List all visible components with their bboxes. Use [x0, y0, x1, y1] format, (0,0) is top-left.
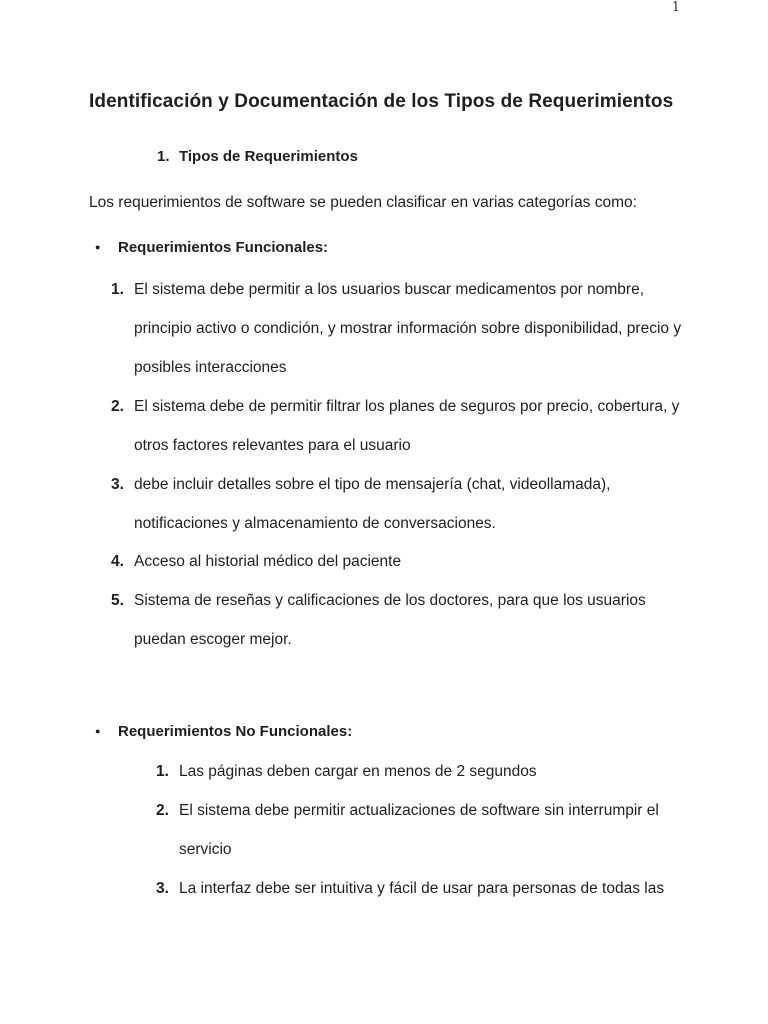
non-functional-heading [95, 723, 352, 740]
functional-heading [95, 239, 328, 256]
intro-paragraph: Los requerimientos de software se pueden clasificar en varias categorías como: [89, 194, 637, 211]
list-item-number: 4. [111, 553, 124, 570]
list-item-text: Sistema de reseñas y calificaciones de los doctores, para que los usuarios puedan escoger mejor. [134, 592, 646, 648]
list-item [111, 581, 694, 659]
list-item [111, 387, 694, 465]
bullet-icon: ● [95, 726, 101, 736]
list-item-text: debe incluir detalles sobre el tipo de mensajería (chat, videollamada), notificaciones y almacenamiento de conversaciones. [134, 476, 611, 532]
list-item [111, 270, 694, 387]
list-item [111, 465, 694, 543]
list-item [111, 542, 694, 581]
list-item-number: 1. [156, 763, 169, 780]
list-item-text: El sistema debe de permitir filtrar los planes de seguros por precio, cobertura, y otros factores relevantes para el usuario [134, 398, 680, 454]
list-item [156, 869, 679, 908]
list-item-number: 3. [156, 880, 169, 897]
section-number: 1. [157, 148, 170, 165]
list-item-text: El sistema debe permitir a los usuarios buscar medicamentos por nombre, principio activo o condición, y mostrar información sobre disponibilidad, precio y posibles interacciones [134, 281, 682, 376]
list-item [156, 752, 679, 791]
list-item-number: 3. [111, 476, 124, 493]
non-functional-heading-text: Requerimientos No Funcionales: [118, 723, 353, 740]
list-item-number: 1. [111, 281, 124, 298]
page-number: 1 [671, 0, 680, 15]
list-item-text: Las páginas deben cargar en menos de 2 segundos [179, 763, 537, 780]
list-item-text: Acceso al historial médico del paciente [134, 553, 402, 570]
list-item [156, 791, 669, 869]
section-heading [157, 148, 358, 165]
list-item-number: 5. [111, 592, 124, 609]
functional-heading-text: Requerimientos Funcionales: [118, 239, 329, 256]
document-title: Identificación y Documentación de los Tipos de Requerimientos [89, 91, 674, 112]
list-item-number: 2. [111, 398, 124, 415]
bullet-icon: ● [95, 242, 101, 252]
list-item-text: El sistema debe permitir actualizaciones de software sin interrumpir el servicio [179, 802, 659, 858]
section-heading-text: Tipos de Requerimientos [179, 148, 358, 165]
list-item-text: La interfaz debe ser intuitiva y fácil de usar para personas de todas las [179, 880, 665, 897]
list-item-number: 2. [156, 802, 169, 819]
